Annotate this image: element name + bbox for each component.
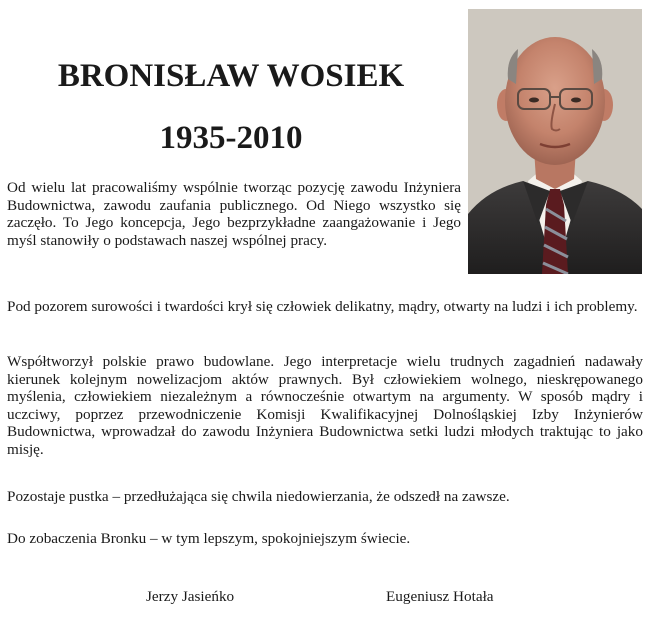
life-years: 1935-2010 — [159, 120, 303, 156]
signature-2: Eugeniusz Hotała — [386, 588, 494, 605]
portrait-illustration — [468, 9, 642, 274]
portrait-photo — [468, 9, 642, 274]
signature-1: Jerzy Jasieńko — [146, 588, 235, 605]
paragraph-1: Od wielu lat pracowaliśmy wspólnie tworząc pozycję zawodu Inżyniera Budownictwa, zawodu zaufania publicznego. Od Niego wszystko się zaczęło. To Jego koncepcja, Jego bezprzykładne zaangażowanie i Jego myśl stanowiły o podstawach naszej wspólnej pracy. — [7, 179, 461, 249]
paragraph-4: Pozostaje pustka – przedłużająca się chwila niedowierzania, że odszedł na zawsze. — [7, 488, 510, 505]
paragraph-5: Do zobaczenia Bronku – w tym lepszym, spokojniejszym świecie. — [7, 530, 411, 547]
paragraph-2: Pod pozorem surowości i twardości krył się człowiek delikatny, mądry, otwarty na ludzi i ich problemy. — [7, 298, 638, 315]
person-name: BRONISŁAW WOSIEK — [57, 58, 405, 94]
paragraph-3: Współtworzył polskie prawo budowlane. Jego interpretacje wielu trudnych zagadnień nadawały kierunek kolejnym nowelizacjom aktów prawnych. Był człowiekiem wolnego, nieskrępowanego myślenia, człowiekiem niezależnym a równocześnie otwartym na argumenty. W sposób mądry i uczciwy, poprzez przewodniczenie Komisji Kwalifikacyjnej Dolnośląskiej Izby Inżynierów Budownictwa, wprowadzał do zawodu Inżyniera Budownictwa setki ludzi młodych traktując to jako misję. — [7, 353, 643, 458]
